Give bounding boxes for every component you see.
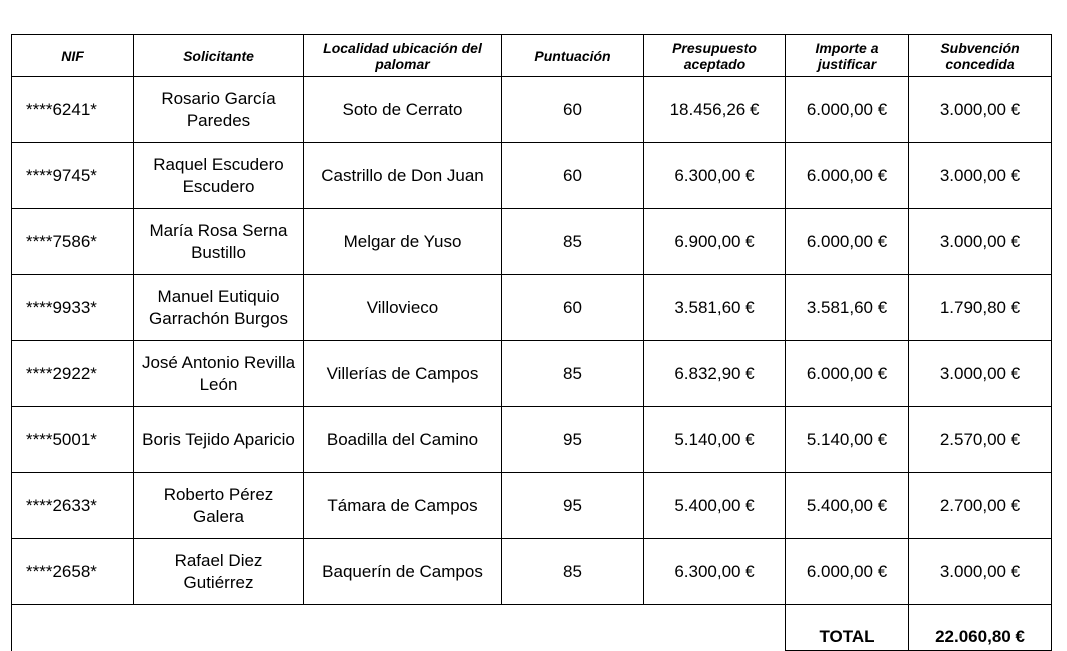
puntuacion-cell: 85: [502, 539, 644, 605]
importe-cell: 6.000,00 €: [786, 77, 909, 143]
nif-cell: ****2633*: [12, 473, 134, 539]
puntuacion-cell: 60: [502, 77, 644, 143]
table-header-row: [12, 35, 1052, 77]
puntuacion-cell: 95: [502, 473, 644, 539]
nif-cell: ****9745*: [12, 143, 134, 209]
subvencion-cell: 1.790,80 €: [909, 275, 1052, 341]
presupuesto-cell: 6.900,00 €: [644, 209, 786, 275]
presupuesto-cell: 5.140,00 €: [644, 407, 786, 473]
importe-cell: 6.000,00 €: [786, 539, 909, 605]
solicitante-cell: Rafael Diez Gutiérrez: [134, 539, 304, 605]
solicitante-cell: Manuel Eutiquio Garrachón Burgos: [134, 275, 304, 341]
total-label: TOTAL: [786, 605, 909, 651]
puntuacion-cell: 60: [502, 143, 644, 209]
importe-cell: 6.000,00 €: [786, 341, 909, 407]
importe-cell: 5.140,00 €: [786, 407, 909, 473]
importe-cell: 5.400,00 €: [786, 473, 909, 539]
solicitante-cell: María Rosa Serna Bustillo: [134, 209, 304, 275]
header-solicitante: Solicitante: [134, 35, 304, 77]
header-localidad: Localidad ubicación del palomar: [304, 35, 502, 77]
subvencion-cell: 3.000,00 €: [909, 209, 1052, 275]
puntuacion-cell: 60: [502, 275, 644, 341]
solicitante-cell: José Antonio Revilla León: [134, 341, 304, 407]
nif-cell: ****5001*: [12, 407, 134, 473]
table-row: [12, 341, 1052, 407]
localidad-cell: Castrillo de Don Juan: [304, 143, 502, 209]
localidad-cell: Soto de Cerrato: [304, 77, 502, 143]
nif-cell: ****6241*: [12, 77, 134, 143]
puntuacion-cell: 95: [502, 407, 644, 473]
header-nif: NIF: [12, 35, 134, 77]
solicitante-cell: Roberto Pérez Galera: [134, 473, 304, 539]
subvencion-cell: 2.700,00 €: [909, 473, 1052, 539]
subvencion-cell: 3.000,00 €: [909, 341, 1052, 407]
header-presupuesto: Presupuesto aceptado: [644, 35, 786, 77]
table-row: [12, 143, 1052, 209]
table-row: [12, 77, 1052, 143]
importe-cell: 6.000,00 €: [786, 209, 909, 275]
table-row: [12, 539, 1052, 605]
solicitante-cell: Raquel Escudero Escudero: [134, 143, 304, 209]
presupuesto-cell: 18.456,26 €: [644, 77, 786, 143]
presupuesto-cell: 6.300,00 €: [644, 143, 786, 209]
table-row: [12, 209, 1052, 275]
subvenciones-table: [11, 34, 1052, 651]
nif-cell: ****9933*: [12, 275, 134, 341]
header-puntuacion: Puntuación: [502, 35, 644, 77]
subvencion-cell: 2.570,00 €: [909, 407, 1052, 473]
localidad-cell: Villerías de Campos: [304, 341, 502, 407]
presupuesto-cell: 3.581,60 €: [644, 275, 786, 341]
table-row: [12, 407, 1052, 473]
subvencion-cell: 3.000,00 €: [909, 539, 1052, 605]
presupuesto-cell: 6.300,00 €: [644, 539, 786, 605]
solicitante-cell: Boris Tejido Aparicio: [134, 407, 304, 473]
puntuacion-cell: 85: [502, 209, 644, 275]
total-value: 22.060,80 €: [909, 605, 1052, 651]
importe-cell: 3.581,60 €: [786, 275, 909, 341]
total-row: [12, 605, 1052, 651]
header-importe: Importe a justificar: [786, 35, 909, 77]
localidad-cell: Villovieco: [304, 275, 502, 341]
subvencion-cell: 3.000,00 €: [909, 143, 1052, 209]
importe-cell: 6.000,00 €: [786, 143, 909, 209]
localidad-cell: Boadilla del Camino: [304, 407, 502, 473]
solicitante-cell: Rosario García Paredes: [134, 77, 304, 143]
localidad-cell: Baquerín de Campos: [304, 539, 502, 605]
nif-cell: ****2658*: [12, 539, 134, 605]
header-subvencion: Subvención concedida: [909, 35, 1052, 77]
nif-cell: ****2922*: [12, 341, 134, 407]
subvencion-cell: 3.000,00 €: [909, 77, 1052, 143]
table-row: [12, 473, 1052, 539]
localidad-cell: Támara de Campos: [304, 473, 502, 539]
localidad-cell: Melgar de Yuso: [304, 209, 502, 275]
total-spacer: [12, 605, 786, 651]
presupuesto-cell: 6.832,90 €: [644, 341, 786, 407]
presupuesto-cell: 5.400,00 €: [644, 473, 786, 539]
table-row: [12, 275, 1052, 341]
nif-cell: ****7586*: [12, 209, 134, 275]
puntuacion-cell: 85: [502, 341, 644, 407]
